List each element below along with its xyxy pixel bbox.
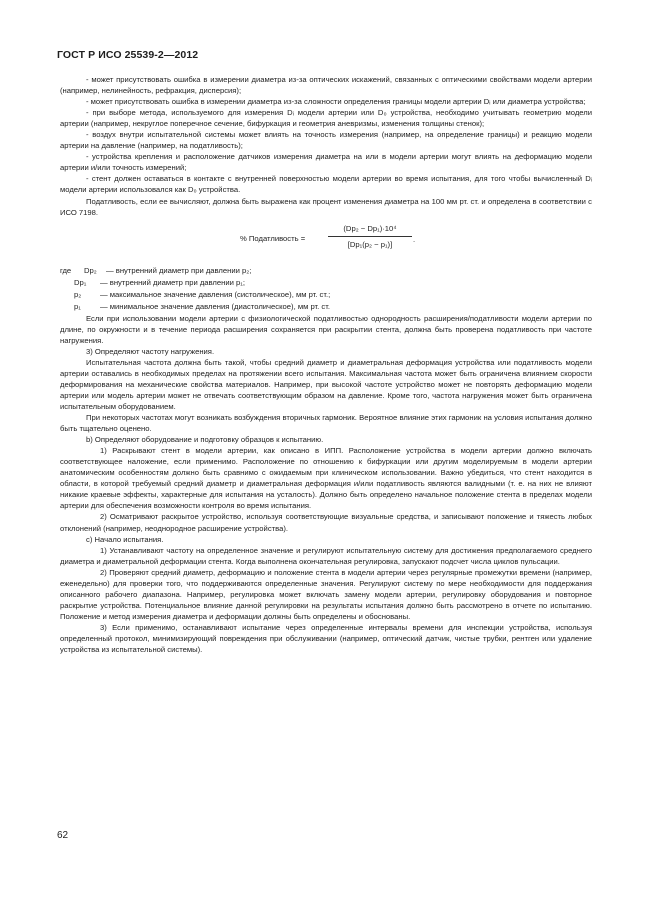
formula-denominator: [Dp₁(p₂ − p₁)] <box>347 239 393 249</box>
legend-text: — внутренний диаметр при давлении p₂; <box>106 265 252 275</box>
formula-lhs: % Податливость = <box>240 233 306 243</box>
formula-fraction <box>328 223 412 250</box>
paragraph: c) Начало испытания. <box>86 534 164 544</box>
paragraph: - может присутствовать ошибка в измерении диаметра из-за сложности определения границы модели артерии Dᵢ или диаметра устройства; <box>86 97 586 107</box>
paragraph: Испытательная частота должна быть такой, чтобы средний диаметр и диаметральная деформация устройства или податливость модели артерии оставались в необходимых пределах на протяжении всего испытания. Максимальная частота может быть ограничена влиянием скорости деформирования на механические свойства материалов. Например, при высокой частоте устройство может не повторять деформацию модели артерии или модель артерии может не отвечать соответствующим образом на давление. Кроме того, частота нагружения может быть ограничена испытательным оборудованием. <box>60 357 592 411</box>
paragraph: 3) Если применимо, останавливают испытание через определенные интервалы времени для инспекции устройства, используя определенный протокол, минимизирующий повреждения при обслуживании (например, оптический датчик, чистые трубки, рентген или удаление устройства из испытательной системы). <box>60 622 592 655</box>
paragraph: 1) Устанавливают частоту на определенное значение и регулируют испытательную систему для достижения предполагаемого среднего диаметра и диаметральной деформации стента. Когда выполнена окончательная регулировка, запускают подсчет числа циклов пульсации. <box>60 545 592 566</box>
paragraph: При некоторых частотах могут возникать возбуждения вторичных гармоник. Вероятное влияние этих гармоник на условия испытания должно быть тщательно оценено. <box>60 413 592 434</box>
legend-row <box>60 301 592 313</box>
paragraph: - при выборе метода, используемого для измерения Dᵢ модели артерии или D₀ устройства, необходимо учитывать геометрию модели артерии (например, некруглое поперечное сечение, бифуркация и геометрия аневризмы, изменения толщины стенок); <box>60 108 592 129</box>
legend-text: — внутренний диаметр при давлении p₁; <box>100 277 245 287</box>
paragraph: - стент должен оставаться в контакте с внутренней поверхностью модели артерии во время испытания, для того чтобы вычисленный Dᵢ модели артерии использовался как D₀ устройства. <box>60 174 592 195</box>
document-header: ГОСТ Р ИСО 25539-2—2012 <box>57 49 199 61</box>
paragraph: - устройства крепления и расположение датчиков измерения диаметра на или в модели артерии могут влиять на деформацию модели артерии и/или точность измерений; <box>60 152 592 173</box>
legend-row <box>60 289 592 301</box>
legend-symbol: p₂ <box>74 289 82 299</box>
formula-end: . <box>413 234 416 244</box>
paragraph: 3) Определяют частоту нагружения. <box>86 346 215 356</box>
legend-symbol: p₁ <box>74 301 81 311</box>
formula-numerator: (Dp₂ − Dp₁)·10⁴ <box>328 223 412 237</box>
document-body <box>60 74 592 655</box>
paragraph: Если при использовании модели артерии с физиологической податливостью однородность расширения/податливости модели артерии по длине, по окружности и в течение периода расширения сохраняется при раскрытии стента, должна быть проверена податливость при частоте нагружения. <box>60 313 592 345</box>
legend-symbol: Dp₂ <box>84 265 97 275</box>
legend-text: — минимальное значение давления (диастолическое), мм рт. ст. <box>100 301 331 311</box>
legend-text: — максимальное значение давления (систолическое), мм рт. ст.; <box>100 289 331 299</box>
paragraph: - может присутствовать ошибка в измерении диаметра из-за оптических искажений, связанных с оптическими свойствами модели артерии (например, нелинейность, рефракция, дисперсия); <box>60 75 592 96</box>
paragraph: b) Определяют оборудование и подготовку образцов к испытанию. <box>86 435 324 445</box>
compliance-formula <box>60 221 592 261</box>
paragraph: 2) Осматривают раскрытое устройство, используя соответствующие визуальные средства, и записывают положение и тяжесть любых отклонений (например, неоднородное расширение устройства). <box>60 512 592 533</box>
paragraph: Податливость, если ее вычисляют, должна быть выражена как процент изменения диаметра на 100 мм рт. ст. и определена в соответствии с ИСО 7198. <box>60 196 592 217</box>
page-number: 62 <box>57 830 69 841</box>
paragraph: - воздух внутри испытательной системы может влиять на точность измерения (например, на определение границы) и реакцию модели артерии на давление (например, на податливость); <box>60 130 592 151</box>
paragraph: 1) Раскрывают стент в модели артерии, как описано в ИПП. Расположение устройства в модели артерии должно включать соответствующее наложение, если применимо. Расположение по отношению к бифуркации или другим моделируемым в модели артерии анатомическим особенностям должно быть сравнимо с ожидаемым при клиническом использовании. Важно убедиться, что стент находится в области, в которой требуемый средний диаметр и диаметральная деформация и/или податливость являются валидными (т. е. на них не влияют никакие краевые эффекты, характерные для испытания на усталость). Должно быть определено начальное положение стента в пределах модели артерии для обеспечения возможности контроля во время испытания. <box>60 446 592 511</box>
legend-row <box>60 277 592 289</box>
paragraph: 2) Проверяют средний диаметр, деформацию и положение стента в модели артерии через регулярные промежутки времени (например, еженедельно) для проверки того, что поддерживаются определенные значения. Регулируют систему по мере необходимости для поддержания описанного рабочего диапазона. Например, регулировка может включать замену модели артерии, регулировку оборудования и повторное раскрытие устройства. Потенциальное влияние данной регулировки на результаты испытания должно быть рассмотрено в отчете по испытанию. Положение и метод измерения диаметра и деформации должны быть определены и обоснованы. <box>60 567 592 621</box>
legend-row <box>60 265 592 277</box>
legend-lead: где <box>60 265 72 275</box>
legend-symbol: Dp₁ <box>74 277 87 287</box>
